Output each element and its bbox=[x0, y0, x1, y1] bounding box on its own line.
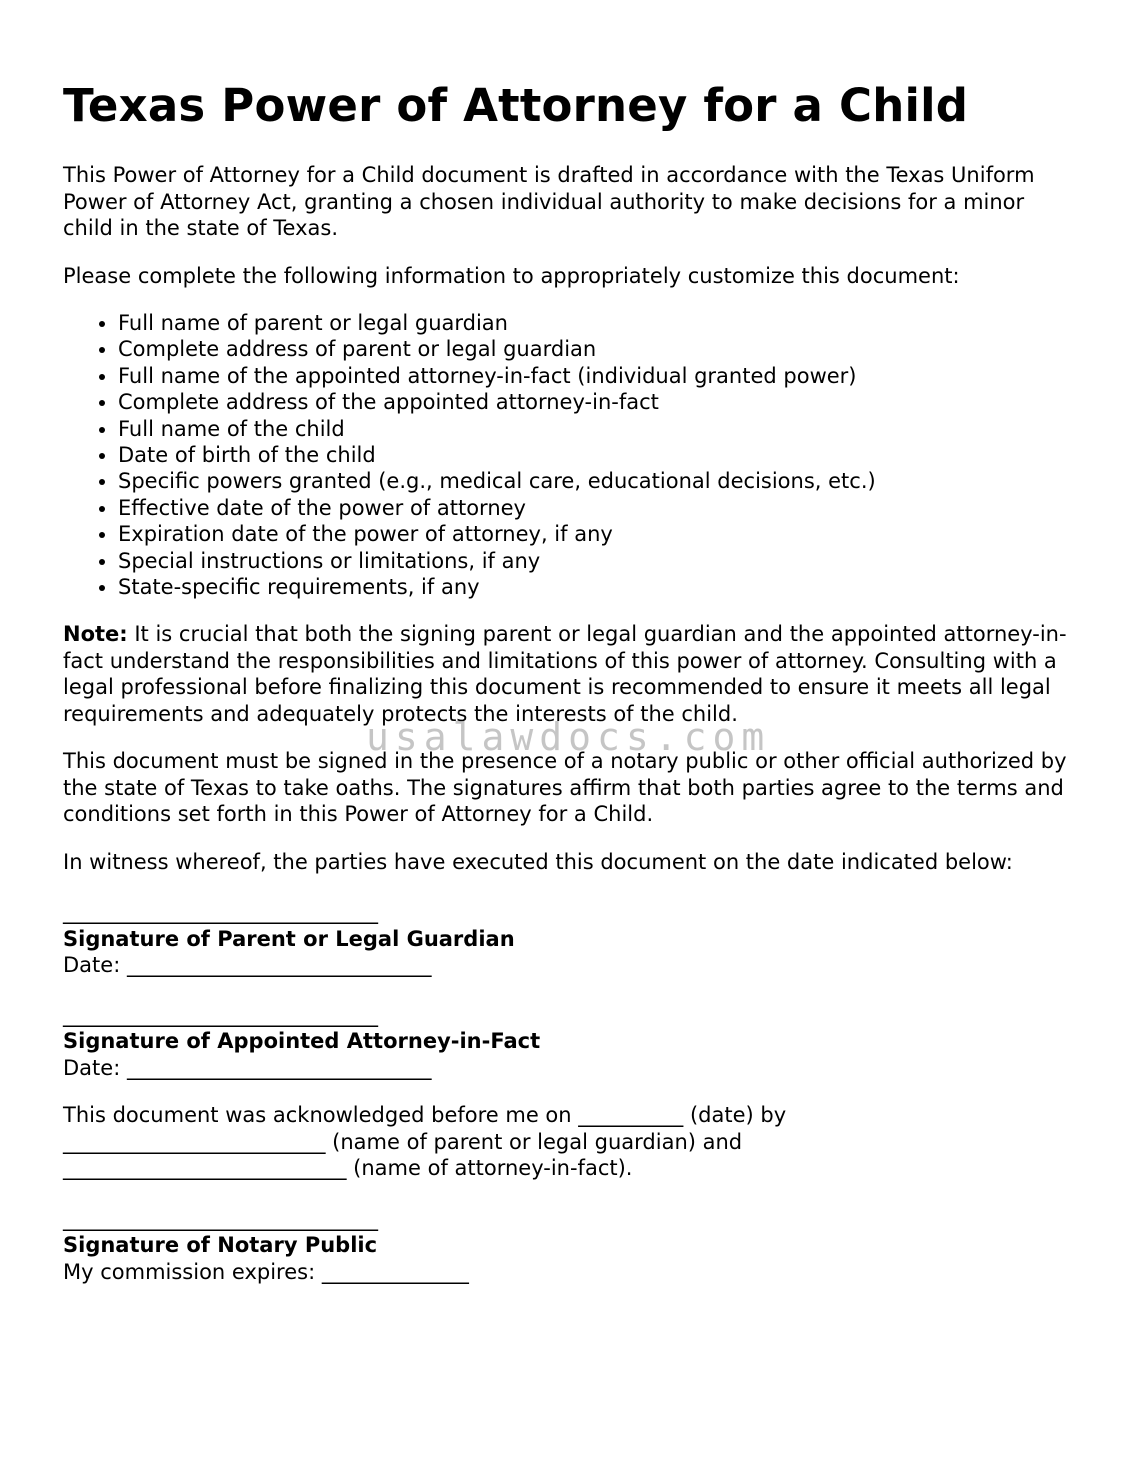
acknowledgment-line-1[interactable]: This document was acknowledged before me on __________ (date) by bbox=[63, 1103, 787, 1128]
list-item: • Complete address of the appointed attorney-in-fact bbox=[118, 389, 1073, 415]
notary-signature-title: Signature of Notary Public bbox=[63, 1233, 378, 1258]
attorney-date-field[interactable]: Date: _____________________________ bbox=[63, 1055, 432, 1080]
list-item: • Expiration date of the power of attorney, if any bbox=[118, 521, 1073, 547]
commission-expires-field[interactable]: My commission expires: ______________ bbox=[63, 1259, 469, 1284]
list-item: • Complete address of parent or legal guardian bbox=[118, 336, 1073, 362]
acknowledgment-line-2[interactable]: _________________________ (name of parent or legal guardian) and bbox=[63, 1129, 743, 1154]
list-item: • Full name of the child bbox=[118, 416, 1073, 442]
list-item: • State-specific requirements, if any bbox=[118, 574, 1073, 600]
note-label: Note: bbox=[63, 622, 128, 647]
parent-signature-line[interactable]: ______________________________ bbox=[63, 900, 378, 925]
signing-requirement-paragraph: This document must be signed in the presence of a notary public or other official authorized by the state of Texas to take oaths. The signatures affirm that both parties agree to the terms and conditions set forth in this Power of Attorney for a Child. bbox=[63, 749, 1067, 827]
list-item: • Full name of parent or legal guardian bbox=[118, 310, 1073, 336]
intro-paragraph: This Power of Attorney for a Child document is drafted in accordance with the Texas Uniform Power of Attorney Act, granting a chosen individual authority to make decisions for a minor child in the state of Texas. bbox=[63, 163, 1035, 240]
document-page bbox=[63, 78, 1073, 1285]
list-item: • Specific powers granted (e.g., medical care, educational decisions, etc.) bbox=[118, 468, 1073, 494]
instructions-paragraph: Please complete the following information to appropriately customize this document: bbox=[63, 263, 960, 288]
list-item: • Date of birth of the child bbox=[118, 442, 1073, 468]
attorney-signature-line[interactable]: ______________________________ bbox=[63, 1002, 378, 1027]
note-paragraph bbox=[63, 621, 1073, 727]
document-title: Texas Power of Attorney for a Child bbox=[63, 79, 969, 132]
acknowledgment-line-3[interactable]: ___________________________ (name of attorney-in-fact). bbox=[63, 1156, 633, 1181]
list-item: • Full name of the appointed attorney-in-fact (individual granted power) bbox=[118, 363, 1073, 389]
watermark-text: usalawdocs.com bbox=[366, 715, 771, 759]
acknowledgment-block bbox=[63, 1102, 1073, 1182]
parent-signature-block bbox=[63, 899, 1073, 979]
attorney-signature-block bbox=[63, 1002, 1073, 1082]
parent-date-field[interactable]: Date: _____________________________ bbox=[63, 953, 432, 978]
parent-signature-title: Signature of Parent or Legal Guardian bbox=[63, 926, 515, 951]
attorney-signature-title: Signature of Appointed Attorney-in-Fact bbox=[63, 1029, 541, 1054]
witness-paragraph: In witness whereof, the parties have executed this document on the date indicated below: bbox=[63, 849, 1013, 874]
required-info-list bbox=[63, 310, 1073, 600]
list-item: • Effective date of the power of attorney bbox=[118, 495, 1073, 521]
notary-signature-line[interactable]: ______________________________ bbox=[63, 1206, 378, 1231]
note-text: It is crucial that both the signing parent or legal guardian and the appointed attorney-in-fact understand the responsibilities and limitations of this power of attorney. Consulting with a legal professional before finalizing this document is recommended to ensure it meets all legal requirements and adequately protects the interests of the child. bbox=[63, 622, 1067, 726]
notary-signature-block bbox=[63, 1206, 1073, 1286]
list-item: • Special instructions or limitations, if any bbox=[118, 548, 1073, 574]
